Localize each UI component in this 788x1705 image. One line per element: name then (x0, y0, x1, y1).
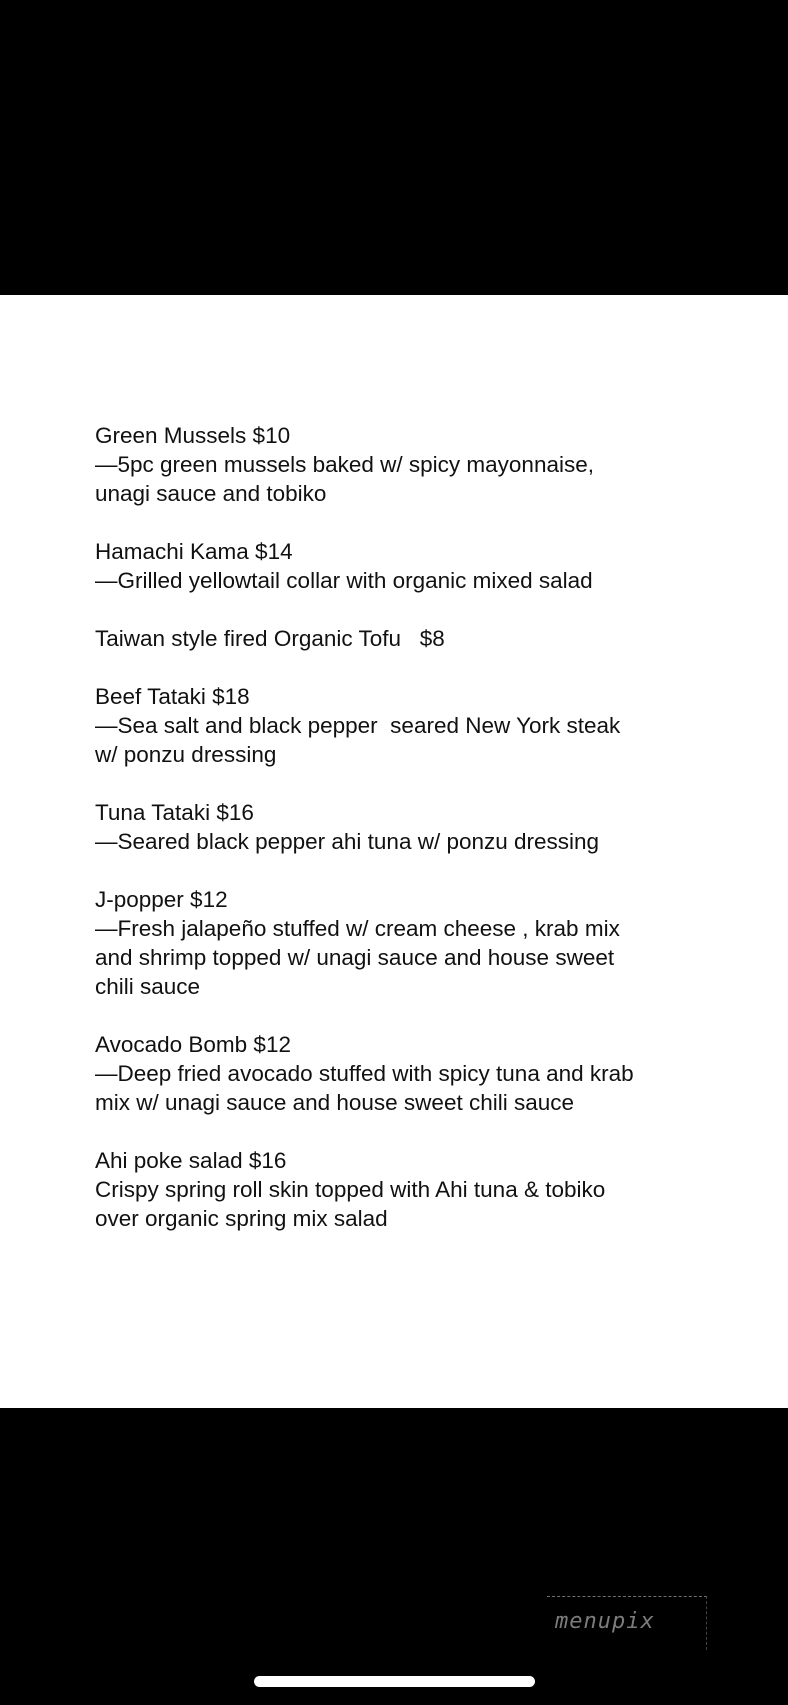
menu-item-description: unagi sauce and tobiko (95, 481, 327, 506)
menu-item (95, 1146, 735, 1233)
bottom-black-bar (0, 1408, 788, 1705)
menu-item-description: —Sea salt and black pepper seared New York steak (95, 713, 621, 738)
menu-item (95, 624, 735, 653)
menu-item-title: Hamachi Kama $14 (95, 539, 293, 564)
top-black-bar (0, 0, 788, 295)
menu-item-description: Crispy spring roll skin topped with Ahi tuna & tobiko (95, 1177, 606, 1202)
home-indicator[interactable] (254, 1676, 535, 1687)
menu-item-list (95, 421, 735, 1262)
menu-item-title: Tuna Tataki $16 (95, 800, 254, 825)
menu-item-title: Beef Tataki $18 (95, 684, 250, 709)
menu-item (95, 682, 735, 769)
menu-item-title: J-popper $12 (95, 887, 228, 912)
menu-item (95, 1030, 735, 1117)
menu-item-description: —Fresh jalapeño stuffed w/ cream cheese , krab mix (95, 916, 620, 941)
menu-item-description: w/ ponzu dressing (95, 742, 277, 767)
menu-item-title: Taiwan style fired Organic Tofu $8 (95, 626, 445, 651)
menu-item-description: —5pc green mussels baked w/ spicy mayonnaise, (95, 452, 594, 477)
menu-item (95, 798, 735, 856)
menu-item-description: —Seared black pepper ahi tuna w/ ponzu dressing (95, 829, 600, 854)
watermark-text: menupix (555, 1609, 655, 1634)
menu-item-title: Green Mussels $10 (95, 423, 291, 448)
menu-item-description: —Deep fried avocado stuffed with spicy tuna and krab (95, 1061, 634, 1086)
menu-item (95, 421, 735, 508)
menu-item-description: mix w/ unagi sauce and house sweet chili sauce (95, 1090, 575, 1115)
menu-item-description: chili sauce (95, 974, 201, 999)
menu-item-description: —Grilled yellowtail collar with organic mixed salad (95, 568, 593, 593)
menu-item (95, 537, 735, 595)
menu-item-description: and shrimp topped w/ unagi sauce and house sweet (95, 945, 615, 970)
menu-item-title: Ahi poke salad $16 (95, 1148, 287, 1173)
menu-page (0, 295, 788, 1408)
menu-item-title: Avocado Bomb $12 (95, 1032, 291, 1057)
menu-item (95, 885, 735, 1001)
menu-item-description: over organic spring mix salad (95, 1206, 388, 1231)
watermark-logo (547, 1596, 707, 1650)
